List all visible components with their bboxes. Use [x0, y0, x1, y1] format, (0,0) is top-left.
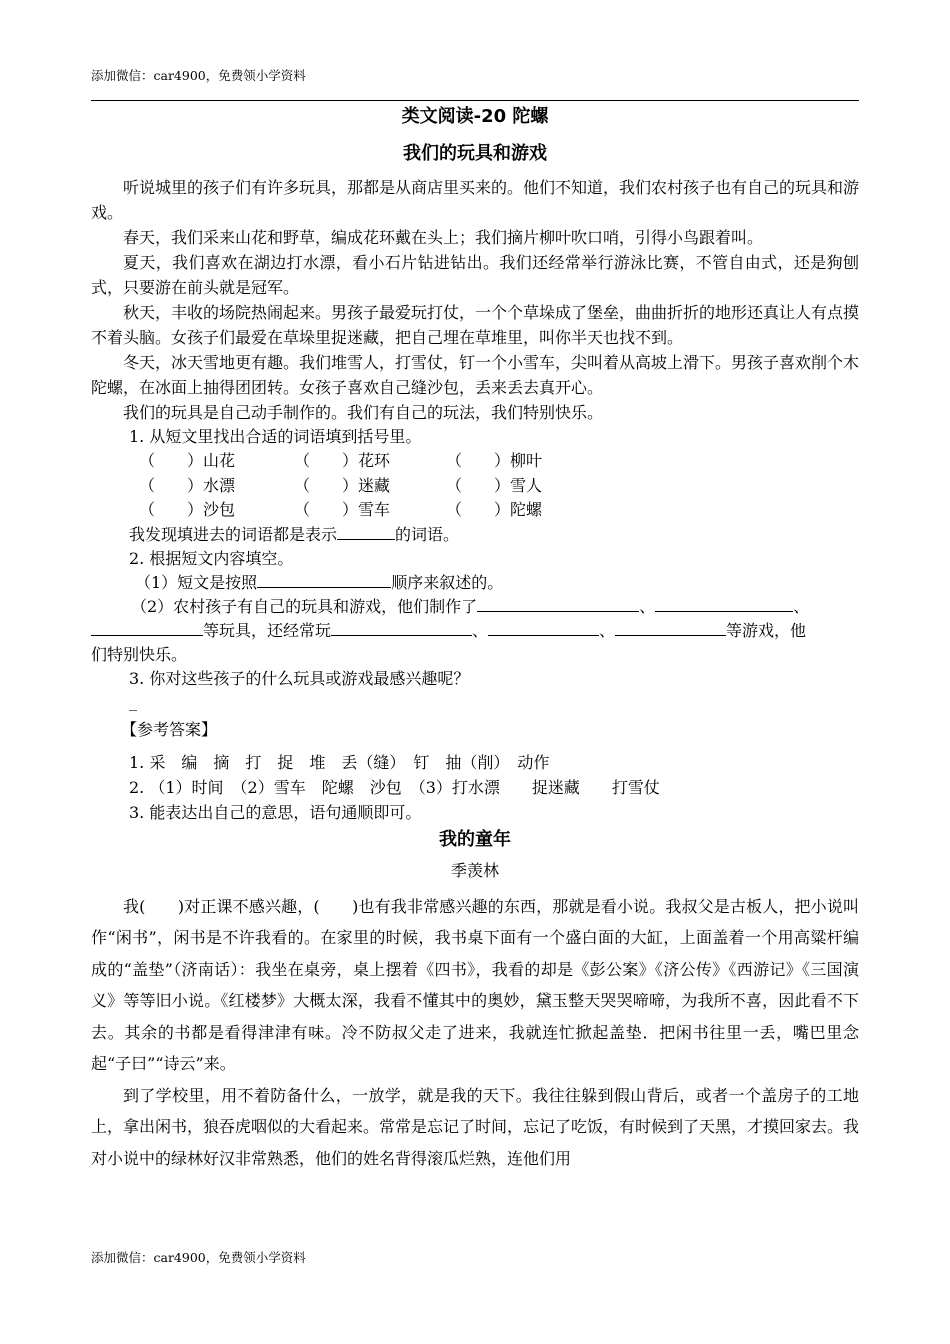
word-blank: （ ）水漂 — [139, 475, 236, 495]
question-1-tail — [91, 523, 859, 547]
article1-body — [91, 175, 859, 425]
word-blank: （ ）柳叶 — [446, 451, 543, 470]
article2-author: 季羡林 — [450, 860, 499, 880]
answers-heading: 【参考答案】 — [121, 719, 218, 739]
word-blank: （ ）陀螺 — [446, 500, 543, 519]
answer-blank[interactable] — [331, 620, 472, 636]
question-3: 3. 你对这些孩子的什么玩具或游戏最感兴趣呢？ — [129, 668, 470, 688]
answer-blank[interactable] — [477, 596, 639, 612]
q2-2-text: 等游戏，他 — [726, 620, 807, 640]
q1-tail-text: 的词语。 — [395, 524, 460, 544]
word-blank: （ ）雪车 — [294, 500, 391, 519]
article2-paragraph: 我( )对正课不感兴趣，( )也有我非常感兴趣的东西，那就是看小说。我叔父是古板人，把小说叫作“闲书”，闲书是不许我看的。在家里的时候，我书桌下面有一个盛白面的大缸，上面盖着一个用高粱杆编成的“盖垫”（济南话）：我坐在桌旁，桌上摆着《四书》，我看的却是《彭公案》《济公传》《西游记》《三国演义》等等旧小说。《红楼梦》大概太深，我看不懂其中的奥妙，黛玉整天哭哭啼啼，为我所不喜，因此看不下去。其余的书都是看得津津有味。冷不防叔父走了进来，我就连忙掀起盖垫．把闲书往里一丢，嘴巴里念起“子曰”“诗云”来。 — [91, 896, 859, 1073]
word-blank: （ ）迷藏 — [294, 475, 391, 495]
article2-body — [91, 891, 859, 1175]
question-2: 2. 根据短文内容填空。 — [129, 548, 294, 568]
word-grid-row — [91, 474, 859, 499]
word-blank: （ ）沙包 — [139, 500, 236, 519]
article2-title: 我的童年 — [439, 828, 511, 850]
answer-2: 2. （1）时间 （2）雪车 陀螺 沙包 （3）打水漂 捉迷藏 打雪仗 — [129, 777, 660, 797]
page-content — [91, 103, 859, 1174]
answer-1: 1. 采 编 摘 打 捉 堆 丢（缝） 钉 抽（削） 动作 — [129, 752, 550, 772]
answer-blank[interactable] — [615, 620, 726, 636]
questions — [91, 425, 859, 713]
page-header: 添加微信：car4900，免费领小学资料 — [91, 68, 306, 83]
article1-title: 我们的玩具和游戏 — [403, 143, 547, 164]
q1-tail-text: 我发现填进去的词语都是表示 — [129, 524, 338, 544]
answer-3: 3. 能表达出自己的意思，语句通顺即可。 — [129, 802, 422, 822]
document-title: 类文阅读-20 陀螺 — [401, 106, 549, 127]
word-grid-row — [91, 498, 859, 523]
article2-paragraph: 到了学校里，用不着防备什么，一放学，就是我的天下。我往往躲到假山背后，或者一个盖房子的工地上，拿出闲书，狼吞虎咽似的大看起来。常常是忘记了时间，忘记了吃饭，有时候到了天黑，才摸回家去。我对小说中的绿林好汉非常熟悉，他们的姓名背得滚瓜烂熟，连他们用 — [91, 1085, 860, 1168]
word-grid-row — [91, 449, 859, 474]
question-2-2-end: 们特别快乐。 — [91, 644, 188, 664]
answer-blank[interactable] — [257, 572, 391, 588]
page-footer: 添加微信：car4900，免费领小学资料 — [91, 1250, 306, 1265]
separator: 、 — [472, 620, 489, 640]
answer-blank[interactable] — [337, 524, 395, 540]
question-2-2 — [91, 595, 859, 619]
text-cursor: _ — [129, 691, 137, 711]
word-blank: （ ）雪人 — [446, 475, 543, 495]
article1-paragraph: 听说城里的孩子们有许多玩具，那都是从商店里买来的。他们不知道，我们农村孩子也有自己的玩具和游戏。 — [91, 178, 860, 222]
article1-paragraph: 我们的玩具是自己动手制作的。我们有自己的玩法，我们特别快乐。 — [123, 403, 604, 422]
answer-blank[interactable] — [488, 620, 599, 636]
separator: 、 — [793, 596, 810, 616]
separator: 、 — [639, 596, 656, 616]
article1-paragraph: 冬天，冰天雪地更有趣。我们堆雪人，打雪仗，钉一个小雪车，尖叫着从高坡上滑下。男孩子喜欢削个木陀螺，在冰面上抽得团团转。女孩子喜欢自己缝沙包，丢来丢去真开心。 — [91, 353, 860, 397]
question-2-1 — [91, 571, 859, 595]
answers — [91, 717, 859, 825]
question-2-2-cont — [91, 619, 859, 643]
article1-paragraph: 夏天，我们喜欢在湖边打水漂，看小石片钻进钻出。我们还经常举行游泳比赛，不管自由式，还是狗刨式，只要游在前头就是冠军。 — [91, 253, 859, 297]
article1-paragraph: 秋天，丰收的场院热闹起来。男孩子最爱玩打仗，一个个草垛成了堡垒，曲曲折折的地形还真让人有点摸不着头脑。女孩子们最爱在草垛里捉迷藏，把自己埋在草堆里，叫你半天也找不到。 — [91, 303, 860, 347]
answer-blank[interactable] — [91, 620, 203, 636]
separator: 、 — [599, 620, 616, 640]
word-blank: （ ）花环 — [294, 451, 391, 470]
q2-1-text: 顺序来叙述的。 — [391, 572, 504, 592]
q2-2-text: 等玩具，还经常玩 — [203, 620, 332, 640]
word-blank: （ ）山花 — [139, 451, 236, 470]
answer-blank[interactable] — [655, 596, 793, 612]
q2-1-text: （1）短文是按照 — [135, 572, 258, 592]
q2-2-text: （2）农村孩子有自己的玩具和游戏，他们制作了 — [131, 596, 478, 616]
header-rule — [91, 100, 859, 101]
question-1: 1. 从短文里找出合适的词语填到括号里。 — [129, 427, 422, 446]
article1-paragraph: 春天，我们采来山花和野草，编成花环戴在头上；我们摘片柳叶吹口哨，引得小鸟跟着叫。 — [123, 228, 764, 247]
